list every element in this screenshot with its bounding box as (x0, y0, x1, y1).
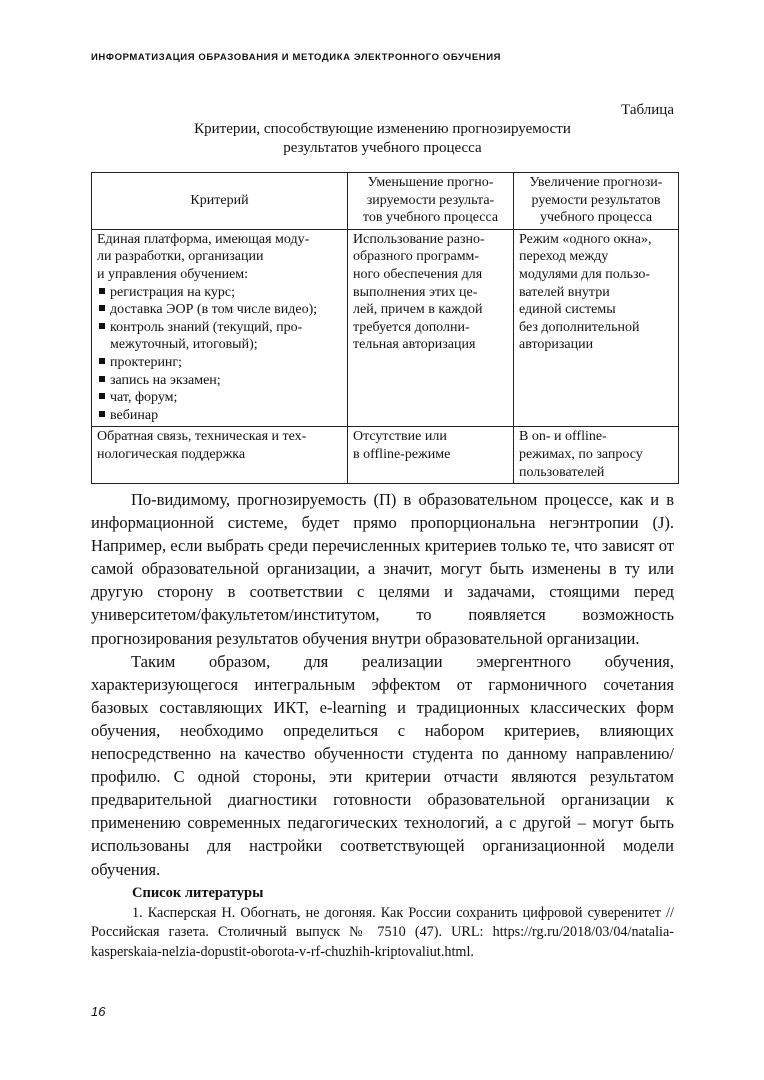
header-line: Уменьшение прогно- (367, 175, 494, 190)
square-bullet-icon (99, 358, 105, 364)
cell-line: В on- и offline- (519, 429, 607, 445)
cell-line: вателей внутри (519, 284, 610, 300)
bullet-item (97, 389, 342, 407)
page-number: 16 (91, 1004, 106, 1019)
cell-line: Единая платформа, имеющая моду- (97, 231, 310, 247)
header-line: зируемости результа- (366, 192, 495, 208)
bullet-continuation: межуточный, итоговый); (110, 337, 258, 353)
bullet-text: вебинар (110, 407, 159, 423)
paragraph: Таким образом, для реализации эмергентного обучения, характеризующегося интегральным эффектом от гармоничного сочетания базовых составляющих ИКТ, e-learning и традиционных классических форм обучения, необходимо определиться с набором критериев, влияющих непосредственно на качество обученности студента по данному направлению/профилю. С одной стороны, эти критерии отчасти являются результатом предварительной диагностики готовности образовательной организации к применению современных педагогических технологий, а с другой – могут быть использованы для настройки соответствующей организационной модели обучения. (91, 651, 674, 879)
cell-line: в offline-режиме (353, 446, 451, 462)
cell-line: образного программ- (353, 249, 480, 265)
bullet-item (97, 372, 342, 390)
table-title-line: результатов учебного процесса (283, 140, 482, 156)
cell-line: выполнения этих це- (353, 284, 478, 300)
table-header-row (92, 173, 679, 230)
header-line: руемости результатов (531, 192, 661, 208)
reference-item: 1. Касперская Н. Обогнать, не догоняя. Как России сохранить цифровой суверенитет // Российская газета. Столичный выпуск № 7510 (47). URL: https://rg.ru/2018/03/04/natalia-kasperskaia-nelzia-dopustit-oborota-v-rf-chuzhih-kriptovaliut.html. (91, 904, 674, 960)
body-text (91, 488, 674, 881)
bullet-text: проктеринг; (110, 354, 183, 370)
cell-line: режимах, по запросу (519, 446, 643, 462)
bullet-item (97, 354, 342, 372)
square-bullet-icon (99, 305, 105, 311)
bullet-text: запись на экзамен; (110, 372, 221, 388)
header-line: Увеличение прогнози- (529, 175, 663, 190)
cell-line: пользователей (519, 464, 605, 480)
cell-line: ного обеспечения для (353, 266, 483, 282)
cell-line: Отсутствие или (353, 429, 447, 445)
table-title-line: Критерии, способствующие изменению прогнозируемости (194, 121, 571, 137)
cell-line: Режим «одного окна», (519, 231, 652, 247)
cell-criterion (92, 229, 348, 427)
bullet-item (97, 407, 342, 425)
cell-increase (514, 427, 679, 484)
square-bullet-icon (99, 376, 105, 382)
cell-increase (514, 229, 679, 427)
cell-line: требуется дополни- (353, 319, 470, 335)
header-decrease (348, 173, 514, 230)
square-bullet-icon (99, 411, 105, 417)
bullet-text: контроль знаний (текущий, про- (110, 319, 303, 335)
cell-line: и управления обучением: (97, 266, 249, 282)
criteria-table (91, 172, 679, 484)
table-row (92, 229, 679, 427)
table-title (91, 120, 674, 158)
paragraph: По-видимому, прогнозируемость (П) в образовательном процессе, как и в информационной системе, будет прямо пропорциональна негэнтропии (J). Например, если выбрать среди перечисленных критериев только те, что зависят от самой образовательной организации, а значит, могут быть изменены в ту или другую сторону в соответствии с целями и задачами, стоящими перед университетом/факультетом/институтом, то появляется возможность прогнозирования результатов обучения внутри образовательной организации. (91, 490, 674, 648)
cell-decrease (348, 427, 514, 484)
square-bullet-icon (99, 393, 105, 399)
header-line: тов учебного процесса (362, 210, 499, 226)
cell-line: авторизации (519, 337, 594, 353)
header-increase (514, 173, 679, 230)
header-line: Критерий (190, 192, 249, 208)
square-bullet-icon (99, 288, 105, 294)
cell-line: Обратная связь, техническая и тех- (97, 429, 307, 445)
cell-line: единой системы (519, 302, 616, 318)
references (91, 884, 674, 962)
references-title: Список литературы (132, 885, 264, 901)
table-label: Таблица (621, 102, 674, 118)
square-bullet-icon (99, 323, 105, 329)
bullet-text: регистрация на курс; (110, 284, 236, 300)
bullet-text: чат, форум; (110, 390, 178, 406)
cell-criterion (92, 427, 348, 484)
cell-line: нологическая поддержка (97, 446, 246, 462)
cell-line: без дополнительной (519, 319, 640, 335)
bullet-item (97, 319, 342, 337)
cell-line: модулями для пользо- (519, 266, 651, 282)
bullet-text: доставка ЭОР (в том числе видео); (110, 302, 318, 318)
cell-decrease (348, 229, 514, 427)
bullet-item (97, 284, 342, 302)
header-criterion (92, 173, 348, 230)
cell-line: лей, причем в каждой (353, 302, 483, 318)
cell-line: тельная авторизация (353, 337, 476, 353)
header-line: учебного процесса (539, 210, 653, 226)
cell-line: ли разработки, организации (97, 249, 264, 265)
running-header: ИНФОРМАТИЗАЦИЯ ОБРАЗОВАНИЯ И МЕТОДИКА ЭЛЕКТРОННОГО ОБУЧЕНИЯ (91, 52, 502, 63)
cell-line: Использование разно- (353, 231, 485, 247)
cell-line: переход между (519, 249, 609, 265)
bullet-item (97, 301, 342, 319)
table-row (92, 427, 679, 484)
